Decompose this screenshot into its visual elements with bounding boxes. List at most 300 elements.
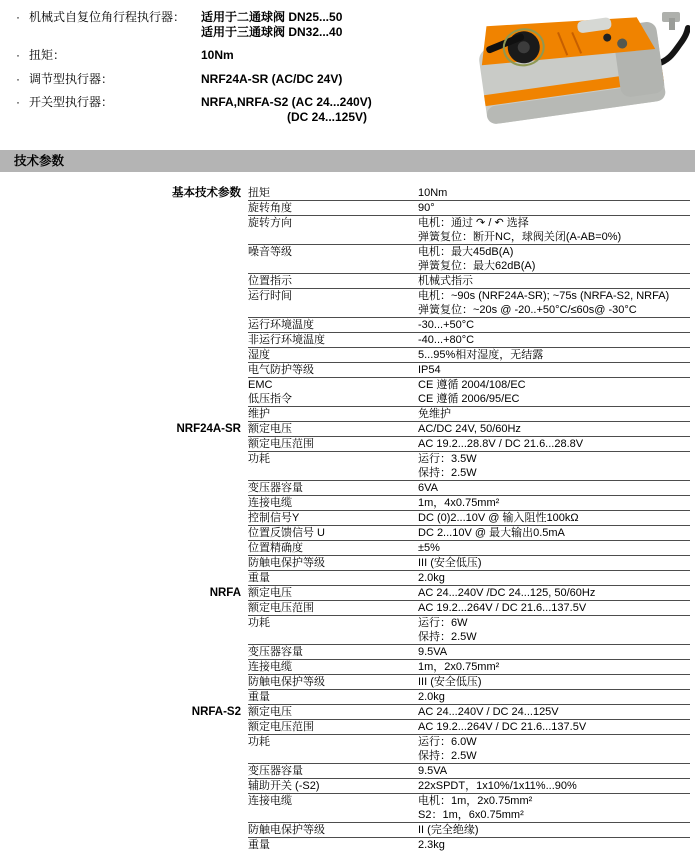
param-value: AC 19.2...264V / DC 21.6...137.5V: [418, 602, 587, 614]
section-label-spacer: [0, 556, 248, 571]
param-name-spacer: [248, 808, 414, 822]
spec-label: 开关型执行器：: [29, 95, 114, 109]
section-label-spacer: [0, 720, 248, 735]
table-row: [0, 794, 695, 823]
param-name-cell: [248, 422, 418, 436]
table-row: [0, 318, 695, 333]
param-value-cell: [418, 186, 690, 200]
param-value-cell: [418, 556, 690, 570]
spec-value: [201, 95, 372, 124]
param-value: II (完全绝缘): [418, 824, 479, 836]
table-row: [0, 363, 695, 378]
table-row-body: [248, 571, 690, 586]
param-name: 额定电压范围: [248, 602, 314, 614]
param-name: 额定电压: [248, 587, 292, 599]
param-name-cell: [248, 496, 418, 510]
param-value: AC 24...240V /DC 24...125, 50/60Hz: [418, 587, 596, 599]
section-label-spacer: [0, 378, 248, 407]
param-name-cell: [248, 437, 418, 451]
param-value: 弹簧复位：最大62dB(A): [418, 260, 536, 272]
param-name-cell: [248, 216, 418, 244]
param-name: 防触电保护等级: [248, 676, 325, 688]
spec-item: [16, 48, 466, 63]
param-value-cell: [418, 645, 690, 659]
param-value: 免维护: [418, 408, 451, 420]
param-value: 电机：通过 ↷ / ↶ 选择: [418, 217, 529, 229]
table-row: [0, 571, 695, 586]
param-name-cell: [248, 348, 418, 362]
section-label-spacer: [0, 289, 248, 318]
param-value: III (安全低压): [418, 557, 482, 569]
table-row: [0, 720, 695, 735]
spec-value-line: 10Nm: [201, 48, 234, 62]
param-name-cell: [248, 511, 418, 525]
param-value-cell: [418, 422, 690, 436]
param-value-cell: [418, 601, 690, 615]
param-value: III (安全低压): [418, 676, 482, 688]
table-row-body: [248, 201, 690, 216]
section-label-spacer: [0, 348, 248, 363]
param-name: 旋转角度: [248, 202, 292, 214]
param-name: 位置反馈信号 U: [248, 527, 325, 539]
section-title: 技术参数: [14, 154, 65, 168]
power-cable: [657, 28, 688, 64]
section-label-spacer: [0, 318, 248, 333]
table-row: [0, 437, 695, 452]
param-value-cell: [418, 511, 690, 525]
param-name-spacer: [248, 259, 414, 273]
table-row-body: [248, 496, 690, 511]
param-name-cell: [248, 720, 418, 734]
param-name-cell: [248, 363, 418, 377]
table-row: [0, 201, 695, 216]
param-name-cell: [248, 735, 418, 763]
table-row: [0, 675, 695, 690]
section-label-spacer: [0, 601, 248, 616]
param-value-cell: [418, 720, 690, 734]
param-value-cell: [418, 823, 690, 837]
table-row: [0, 601, 695, 616]
section-label-spacer: [0, 541, 248, 556]
spec-value-line: (DC 24...125V): [287, 109, 368, 124]
param-value-cell: [418, 363, 690, 377]
spec-value-line: NRF24A-SR (AC/DC 24V): [201, 71, 343, 86]
param-value: AC 19.2...264V / DC 21.6...137.5V: [418, 721, 587, 733]
section-label-spacer: [0, 245, 248, 274]
section-label-spacer: [0, 452, 248, 481]
param-value-cell: [418, 481, 690, 495]
table-row-body: [248, 794, 690, 823]
table-row: [0, 422, 695, 437]
actuator-photo: [466, 2, 690, 138]
param-value: 运行：6.0W: [418, 736, 477, 748]
table-row-body: [248, 407, 690, 422]
param-name-cell: [248, 289, 418, 317]
param-value-cell: [418, 437, 690, 451]
section-label-spacer: [0, 274, 248, 289]
param-name: 维护: [248, 408, 270, 420]
table-row-body: [248, 660, 690, 675]
param-value: -40...+80°C: [418, 334, 475, 346]
table-row-body: [248, 690, 690, 705]
param-value-cell: [418, 764, 690, 778]
param-name-spacer: [248, 749, 414, 763]
table-row: [0, 274, 695, 289]
table-row: [0, 660, 695, 675]
param-name: 功耗: [248, 617, 270, 629]
table-row-body: [248, 318, 690, 333]
param-name: 重量: [248, 839, 270, 851]
param-name: 控制信号Y: [248, 512, 300, 524]
param-value-cell: [418, 378, 690, 406]
table-row: [0, 526, 695, 541]
param-name-spacer: [248, 230, 414, 244]
param-value-cell: [418, 348, 690, 362]
product-summary: [16, 10, 466, 133]
section-label-spacer: [0, 571, 248, 586]
param-name-cell: [248, 571, 418, 585]
param-name-cell: [248, 705, 418, 719]
section-label-spacer: [0, 511, 248, 526]
param-name-cell: [248, 407, 418, 421]
param-name-cell: [248, 541, 418, 555]
param-value-cell: [418, 735, 690, 763]
param-name: 非运行环境温度: [248, 334, 325, 346]
table-row: [0, 452, 695, 481]
param-value-cell: [418, 571, 690, 585]
table-row: [0, 186, 695, 201]
section-label-spacer: [0, 201, 248, 216]
param-name: 额定电压范围: [248, 721, 314, 733]
table-row-body: [248, 186, 690, 201]
table-row: [0, 645, 695, 660]
section-header-bar: [0, 150, 695, 172]
param-value: S2：1m，6x0.75mm²: [418, 809, 524, 821]
param-value: 22xSPDT，1x10%/1x11%...90%: [418, 780, 577, 792]
param-value: 电机：~90s (NRF24A-SR); ~75s (NRFA-S2, NRFA): [418, 290, 670, 302]
bullet-icon: ·: [16, 48, 20, 62]
param-name-spacer: [248, 466, 414, 480]
param-name-cell: [248, 186, 418, 200]
param-value: 6VA: [418, 482, 438, 494]
param-name: 运行环境温度: [248, 319, 314, 331]
param-name-cell: [248, 481, 418, 495]
section-label-spacer: [0, 437, 248, 452]
section-label-spacer: [0, 496, 248, 511]
table-row: [0, 481, 695, 496]
param-value-cell: [418, 660, 690, 674]
table-row: [0, 690, 695, 705]
param-name: 湿度: [248, 349, 270, 361]
param-value: 2.0kg: [418, 691, 445, 703]
param-value-cell: [418, 289, 690, 317]
param-value: -30...+50°C: [418, 319, 475, 331]
param-value-cell: [418, 274, 690, 288]
spec-value-line: NRFA,NRFA-S2 (AC 24...240V): [201, 95, 372, 109]
param-name-cell: [248, 764, 418, 778]
param-name: 额定电压范围: [248, 438, 314, 450]
param-name-cell: [248, 201, 418, 215]
param-value: 保持：2.5W: [418, 750, 477, 762]
bullet-icon: ·: [16, 95, 20, 109]
table-row-body: [248, 289, 690, 318]
actuator-illustration: [466, 2, 690, 138]
param-name-spacer: [248, 303, 414, 317]
table-row: [0, 823, 695, 838]
table-row-body: [248, 481, 690, 496]
table-row: [0, 496, 695, 511]
param-name: 功耗: [248, 736, 270, 748]
table-row: [0, 779, 695, 794]
param-name: 额定电压: [248, 706, 292, 718]
spec-value: [201, 48, 234, 63]
spec-value: [201, 72, 342, 87]
table-row-body: [248, 601, 690, 616]
param-value-cell: [418, 794, 690, 822]
param-name: 噪音等级: [248, 246, 292, 258]
param-name-cell: [248, 690, 418, 704]
tech-table: [0, 186, 695, 852]
param-value: AC/DC 24V, 50/60Hz: [418, 423, 521, 435]
param-value: 弹簧复位：断开NC，球阀关闭(A-AB=0%): [418, 231, 622, 243]
param-value: 电机：最大45dB(A): [418, 246, 514, 258]
table-row-body: [248, 274, 690, 289]
section-label-spacer: [0, 616, 248, 645]
table-row: [0, 556, 695, 571]
table-row-body: [248, 526, 690, 541]
table-row: [0, 407, 695, 422]
param-name-cell: [248, 318, 418, 332]
table-row-body: [248, 511, 690, 526]
param-value: 10Nm: [418, 187, 448, 199]
param-name: 功耗: [248, 453, 270, 465]
table-row: [0, 838, 695, 852]
table-row: [0, 511, 695, 526]
param-value: IP54: [418, 364, 441, 376]
spec-item: [16, 95, 466, 124]
param-name: 连接电缆: [248, 661, 292, 673]
param-name-cell: [248, 333, 418, 347]
param-name-cell: [248, 794, 418, 822]
param-name-cell: [248, 245, 418, 273]
table-row-body: [248, 216, 690, 245]
param-name: 位置精确度: [248, 542, 303, 554]
param-value: 5...95%相对湿度，无结露: [418, 349, 544, 361]
spec-value-line: 适用于二通球阀 DN25...50: [201, 10, 343, 24]
table-row-body: [248, 720, 690, 735]
param-name-cell: [248, 645, 418, 659]
param-name: 变压器容量: [248, 482, 303, 494]
param-value: 保持：2.5W: [418, 631, 477, 643]
table-row-body: [248, 779, 690, 794]
param-name: 重量: [248, 572, 270, 584]
param-value-cell: [418, 586, 690, 600]
param-name-cell: [248, 779, 418, 793]
param-name: 变压器容量: [248, 646, 303, 658]
table-row-body: [248, 823, 690, 838]
param-name-cell: [248, 823, 418, 837]
param-name: 连接电缆: [248, 795, 292, 807]
param-value: 1m，4x0.75mm²: [418, 497, 500, 509]
section-label-spacer: [0, 216, 248, 245]
table-row: [0, 764, 695, 779]
table-row: [0, 586, 695, 601]
table-row-body: [248, 764, 690, 779]
section-label-spacer: [0, 363, 248, 378]
param-value: DC 2...10V @ 最大输出0.5mA: [418, 527, 565, 539]
section-label-spacer: [0, 838, 248, 852]
param-value: 2.0kg: [418, 572, 445, 584]
table-row-body: [248, 735, 690, 764]
section-label-spacer: [0, 645, 248, 660]
param-value-cell: [418, 216, 690, 244]
param-name-cell: [248, 675, 418, 689]
spec-value: [201, 10, 342, 39]
param-name-cell: [248, 556, 418, 570]
section-label-spacer: [0, 735, 248, 764]
param-name-cell: [248, 660, 418, 674]
section-label-spacer: [0, 794, 248, 823]
param-name: 低压指令: [248, 393, 292, 405]
param-value: CE 遵循 2006/95/EC: [418, 393, 520, 405]
table-row-body: [248, 348, 690, 363]
section-label-spacer: [0, 481, 248, 496]
param-value-cell: [418, 496, 690, 510]
param-value: 9.5VA: [418, 646, 448, 658]
section-label-spacer: [0, 779, 248, 794]
param-value: AC 24...240V / DC 24...125V: [418, 706, 559, 718]
param-value-cell: [418, 705, 690, 719]
table-row: [0, 616, 695, 645]
param-value-cell: [418, 318, 690, 332]
section-label: NRF24A-SR: [176, 423, 241, 435]
table-row: [0, 378, 695, 407]
table-row-body: [248, 437, 690, 452]
param-name-cell: [248, 838, 418, 852]
param-name: 变压器容量: [248, 765, 303, 777]
table-row-body: [248, 705, 690, 720]
table-row-body: [248, 378, 690, 407]
table-row: [0, 245, 695, 274]
param-value-cell: [418, 526, 690, 540]
table-row: [0, 348, 695, 363]
param-value: 机械式指示: [418, 275, 473, 287]
param-value: CE 遵循 2004/108/EC: [418, 379, 526, 391]
param-name: 位置指示: [248, 275, 292, 287]
param-value: 运行：3.5W: [418, 453, 477, 465]
section-label: NRFA: [209, 587, 241, 599]
section-label-spacer: [0, 407, 248, 422]
param-value-cell: [418, 675, 690, 689]
param-value-cell: [418, 616, 690, 644]
param-name-spacer: [248, 630, 414, 644]
table-row: [0, 541, 695, 556]
param-name: 旋转方向: [248, 217, 292, 229]
section-label-spacer: [0, 675, 248, 690]
table-row-body: [248, 586, 690, 601]
param-value-cell: [418, 779, 690, 793]
param-value: 90°: [418, 202, 435, 214]
table-row-body: [248, 333, 690, 348]
param-value-cell: [418, 541, 690, 555]
param-name: 防触电保护等级: [248, 824, 325, 836]
spec-label: 机械式自复位角行程执行器：: [29, 10, 186, 24]
table-row-body: [248, 245, 690, 274]
section-label-spacer: [0, 333, 248, 348]
param-name: EMC: [248, 379, 273, 391]
table-row-body: [248, 452, 690, 481]
param-name: 运行时间: [248, 290, 292, 302]
table-row: [0, 735, 695, 764]
param-value-cell: [418, 201, 690, 215]
table-row-body: [248, 838, 690, 852]
param-value: 运行：6W: [418, 617, 468, 629]
table-row-body: [248, 422, 690, 437]
bullet-icon: ·: [16, 71, 20, 86]
section-label: 基本技术参数: [172, 187, 241, 199]
table-row: [0, 705, 695, 720]
param-value-cell: [418, 452, 690, 480]
param-value: 弹簧复位：~20s @ -20..+50°C/≤60s@ -30°C: [418, 304, 637, 316]
param-value-cell: [418, 407, 690, 421]
param-name: 辅助开关 (-S2): [248, 780, 320, 792]
param-value: 1m，2x0.75mm²: [418, 661, 500, 673]
table-row-body: [248, 363, 690, 378]
param-value-cell: [418, 690, 690, 704]
param-value: 保持：2.5W: [418, 467, 477, 479]
table-row-body: [248, 675, 690, 690]
param-name: 连接电缆: [248, 497, 292, 509]
table-row: [0, 289, 695, 318]
param-name: 扭矩: [248, 187, 270, 199]
section-label-spacer: [0, 690, 248, 705]
table-row-body: [248, 541, 690, 556]
mounting-bracket: [669, 18, 675, 30]
bullet-icon: ·: [16, 10, 20, 24]
spec-item: [16, 10, 466, 39]
param-value-cell: [418, 838, 690, 852]
spec-item: [16, 72, 466, 87]
param-name: 防触电保护等级: [248, 557, 325, 569]
spec-label: 调节型执行器：: [29, 71, 114, 86]
param-name-cell: [248, 616, 418, 644]
param-value: ±5%: [418, 542, 440, 554]
param-name: 电气防护等级: [248, 364, 314, 376]
param-name-cell: [248, 452, 418, 480]
param-value: 9.5VA: [418, 765, 448, 777]
section-label-spacer: [0, 823, 248, 838]
param-name: 额定电压: [248, 423, 292, 435]
param-value: AC 19.2...28.8V / DC 21.6...28.8V: [418, 438, 584, 450]
param-value-cell: [418, 245, 690, 273]
param-value: 电机：1m，2x0.75mm²: [418, 795, 533, 807]
table-row-body: [248, 616, 690, 645]
param-value: 2.3kg: [418, 839, 445, 851]
param-value: DC (0)2...10V @ 输入阻性100kΩ: [418, 512, 579, 524]
param-name-cell: [248, 586, 418, 600]
param-name: 重量: [248, 691, 270, 703]
param-name-cell: [248, 378, 418, 406]
table-row: [0, 216, 695, 245]
param-name-cell: [248, 601, 418, 615]
table-row-body: [248, 556, 690, 571]
section-label-spacer: [0, 660, 248, 675]
spec-value-line: 适用于三通球阀 DN32...40: [201, 24, 343, 39]
param-name-cell: [248, 274, 418, 288]
param-value-cell: [418, 333, 690, 347]
section-label-spacer: [0, 526, 248, 541]
table-row-body: [248, 645, 690, 660]
